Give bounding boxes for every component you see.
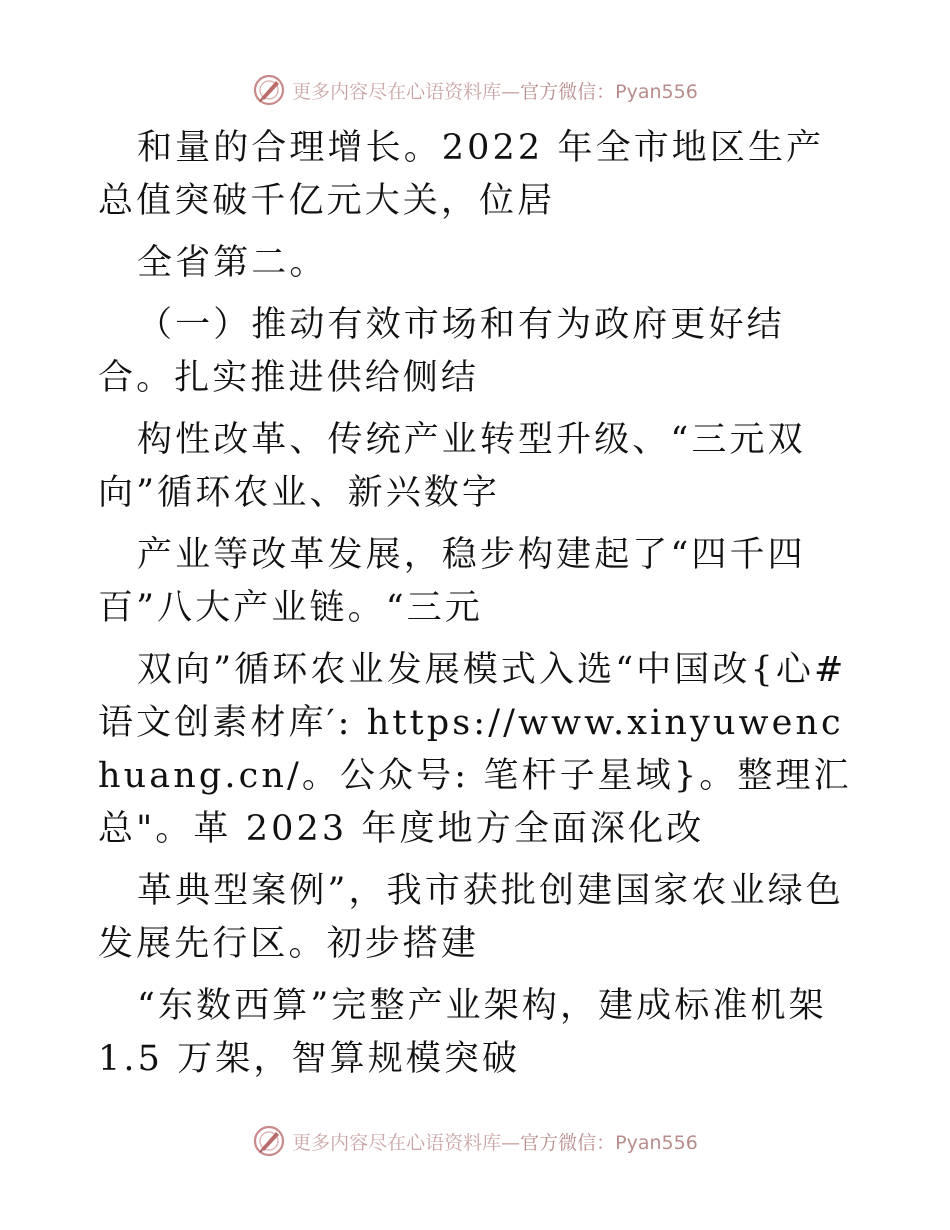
watermark-text	[292, 1128, 698, 1155]
watermark-text	[292, 77, 698, 104]
paragraph-2: 全省第二。	[137, 243, 328, 283]
watermark-header	[0, 70, 950, 110]
document-body	[98, 122, 854, 1086]
watermark-dash: —	[501, 80, 521, 103]
paragraph-3: （一）推动有效市场和有为政府更好结合。扎实推进供给侧结	[98, 305, 785, 398]
quill-logo-icon	[252, 1124, 286, 1158]
paragraph-5: 产业等改革发展，稳步构建起了“四千四百”八大产业链。“三元	[98, 535, 806, 628]
paragraph-7: 革典型案例”，我市获批创建国家农业绿色发展先行区。初步搭建	[98, 871, 844, 964]
paragraph-8: “东数西算”完整产业架构，建成标准机架 1.5 万架，智算规模突破	[98, 986, 827, 1079]
watermark-wechat: 官方微信：Pyan556	[520, 80, 698, 103]
paragraph-6: 双向”循环农业发展模式入选“中国改{心#语文创素材库′: https://www.xinyuwenchuang.cn/。公众号: 笔杆子星域}。整理汇总"。革 2023 年度地方全面深化改	[98, 650, 852, 849]
watermark-dash: —	[501, 1131, 521, 1154]
paragraph-1: 和量的合理增长。2022 年全市地区生产总值突破千亿元大关，位居	[98, 128, 825, 221]
watermark-site: 更多内容尽在心语资料库	[292, 80, 502, 103]
watermark-site: 更多内容尽在心语资料库	[292, 1131, 502, 1154]
watermark-footer	[0, 1121, 950, 1161]
watermark-wechat: 官方微信：Pyan556	[520, 1131, 698, 1154]
paragraph-4: 构性改革、传统产业转型升级、“三元双向”循环农业、新兴数字	[98, 420, 806, 513]
quill-logo-icon	[252, 73, 286, 107]
